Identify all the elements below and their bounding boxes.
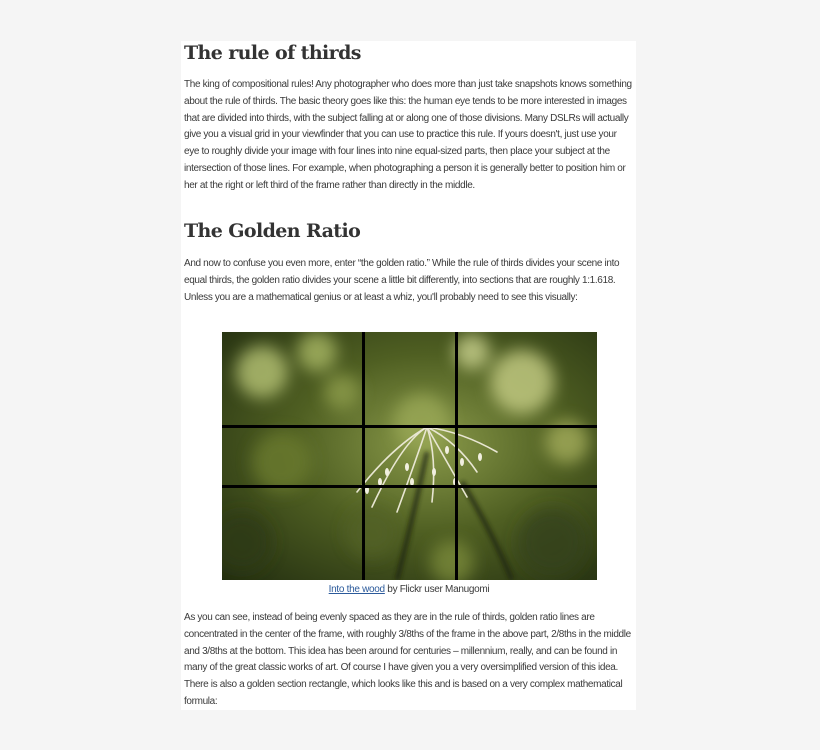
grid-line-horizontal-bottom <box>222 485 597 488</box>
photo-credit-link[interactable]: Into the wood <box>328 584 385 595</box>
paragraph-golden-ratio-explanation: As you can see, instead of being evenly spaced as they are in the rule of thirds, golden ratio lines are concentrated in the center of the frame, with roughly 3/8ths of the frame in the above part, 2/8ths in the middle and 3/8ths at the bottom. This idea has been around for centuries – millennium, really, and can be found in many of the great classic works of art. Of course I have given you a very oversimplified version of this idea. There is also a golden section rectangle, which looks like this and is based on a very complex mathematical formula: <box>184 612 631 707</box>
grid-line-vertical-right <box>455 332 458 580</box>
photo-credit-text: by Flickr user Manugomi <box>384 584 490 595</box>
figure-caption <box>184 582 634 598</box>
paragraph-rule-of-thirds: The king of compositional rules! Any photographer who does more than just take snapshots knows something about the rule of thirds. The basic theory goes like this: the human eye tends to be more interested in images that are divided into thirds, with the subject falling at or along one of those divisions. Many DSLRs will actually give you a visual grid in your viewfinder that you can use to practice this rule. If yours doesn't, just use your eye to roughly divide your image with four lines into nine equal-sized parts, then place your subject at the intersection of those lines. For example, when photographing a person it is generally better to position him or her at the right or left third of the frame rather than directly in the middle. <box>184 79 632 191</box>
grid-line-horizontal-top <box>222 425 597 428</box>
heading-rule-of-thirds: The rule of thirds <box>184 42 361 64</box>
article-page <box>181 41 636 710</box>
heading-golden-ratio: The Golden Ratio <box>184 220 361 242</box>
grass-photo-image <box>222 332 597 580</box>
grid-line-vertical-left <box>362 332 365 580</box>
paragraph-golden-ratio-intro: And now to confuse you even more, enter “the golden ratio.” While the rule of thirds divides your scene into equal thirds, the golden ratio divides your scene a little bit differently, into sections that are roughly 1:1.618. Unless you are a mathematical genius or at least a whiz, you'll probably need to see this visually: <box>184 258 620 303</box>
golden-ratio-grid-photo <box>222 332 597 580</box>
